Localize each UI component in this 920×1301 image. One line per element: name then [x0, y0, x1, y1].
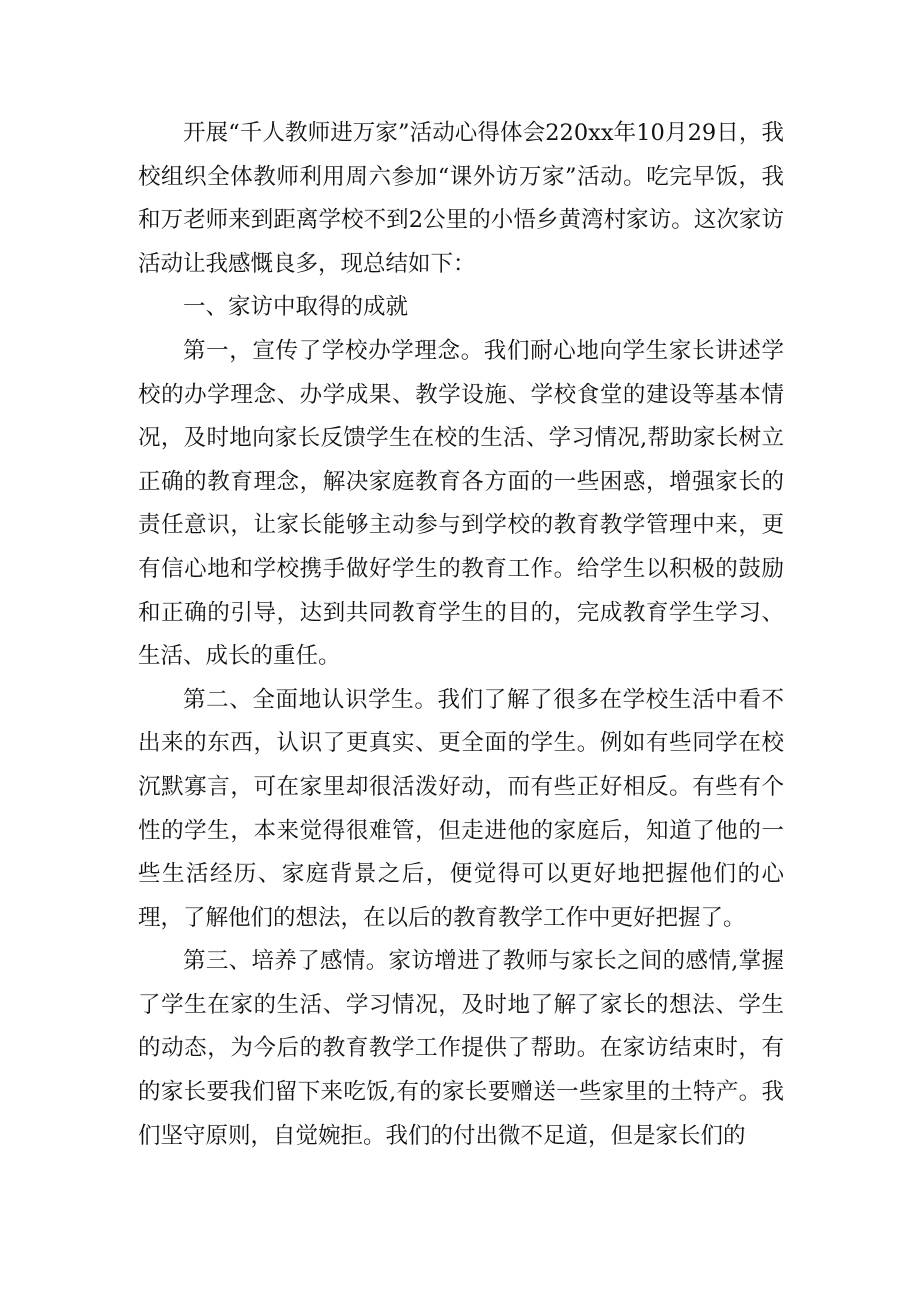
intro-paragraph: 开展“千人教师进万家”活动心得体会220xx年10月29日，我校组织全体教师利用周六参加“课外访万家”活动。吃完早饭，我和万老师来到距离学校不到2公里的小悟乡黄湾村家访。这次家访活动让我感慨良多，现总结如下：: [138, 120, 784, 277]
document-body: [138, 112, 784, 1158]
paragraph-first-point: 第一，宣传了学校办学理念。我们耐心地向学生家长讲述学校的办学理念、办学成果、教学设施、学校食堂的建设等基本情况，及时地向家长反馈学生在校的生活、学习情况,帮助家长树立正确的教育理念，解决家庭教育各方面的一些困惑，增强家长的责任意识，让家长能够主动参与到学校的教育教学管理中来，更有信心地和学校携手做好学生的教育工作。给学生以积极的鼓励和正确的引导，达到共同教育学生的目的，完成教育学生学习、生活、成长的重任。: [138, 337, 784, 670]
paragraph-third-point: 第三、培养了感情。家访增进了教师与家长之间的感情,掌握了学生在家的生活、学习情况，及时地了解了家长的想法、学生的动态，为今后的教育教学工作提供了帮助。在家访结束时，有的家长要我们留下来吃饭,有的家长要赠送一些家里的土特产。我们坚守原则，自觉婉拒。我们的付出微不足道，但是家长们的: [138, 948, 784, 1149]
section-heading: 一、家访中取得的成就: [183, 294, 409, 321]
paragraph-second-point: 第二、全面地认识学生。我们了解了很多在学校生活中看不出来的东西，认识了更真实、更全面的学生。例如有些同学在校沉默寡言，可在家里却很活泼好动，而有些正好相反。有些有个性的学生，本来觉得很难管，但走进他的家庭后，知道了他的一些生活经历、家庭背景之后，便觉得可以更好地把握他们的心理，了解他们的想法，在以后的教育教学工作中更好把握了。: [138, 686, 784, 931]
